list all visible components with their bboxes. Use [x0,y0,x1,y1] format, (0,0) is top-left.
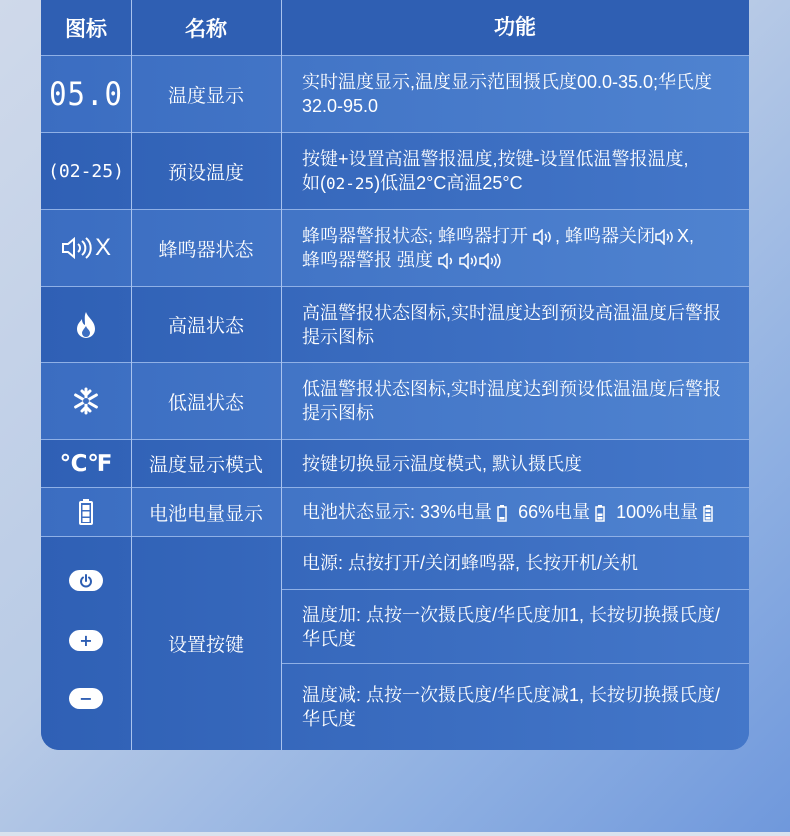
column-divider [131,0,132,750]
row-name: 温度显示 [167,85,244,107]
table-row [41,363,749,440]
row-name: 电池电量显示 [148,503,263,525]
plus-button-icon: + [69,630,103,651]
bottom-strip [0,832,790,836]
row-name: 预设温度 [167,162,244,184]
battery-icon [79,499,93,525]
volume-high-icon [479,253,503,269]
row-function: 蜂鸣器警报状态; 蜂鸣器打开 , 蜂鸣器关闭 X, 蜂鸣器警报 强度 [302,226,695,270]
minus-button-icon: − [69,688,103,709]
plus-function: 温度加: 点按一次摄氏度/华氏度加1, 长按切换摄氏度/华氏度 [302,605,721,649]
snowflake-icon [72,387,100,415]
power-function: 电源: 点按打开/关闭蜂鸣器, 长按开机/关机 [302,553,639,573]
row-function: 按键+设置高温警报温度,按键-设置低温警报温度, 如(02-25)低温2°C高温25°C [302,148,689,193]
speaker-on-icon [533,229,555,245]
volume-low-icon [438,253,454,269]
row-function: 低温警报状态图标,实时温度达到预设低温温度后警报提示图标 [302,379,721,423]
mute-x: X [94,234,111,261]
table-row [41,287,749,363]
unit-icon: ℃℉ [59,450,113,476]
volume-mid-icon [459,253,479,269]
row-function: 电池状态显示: 33%电量 66%电量 100%电量 [302,500,713,524]
preset-range-icon: (02-25) [48,160,124,182]
table-row [41,210,749,287]
temperature-display-icon: 05.0 [49,75,123,113]
battery-33-icon [497,505,507,522]
header-icon: 图标 [65,17,107,41]
row-name: 温度显示模式 [148,455,263,476]
feature-table-card [41,0,749,750]
column-divider [281,0,282,750]
table-row [41,133,749,210]
speaker-off-icon [655,229,677,245]
speaker-icon [61,237,93,259]
row-function: 实时温度显示,温度显示范围摄氏度00.0-35.0;华氏度32.0-95.0 [302,72,713,116]
row-name: 蜂鸣器状态 [158,239,254,261]
row-function: 按键切换显示温度模式, 默认摄氏度 [302,453,583,474]
flame-icon [74,311,98,339]
table-header [41,0,749,56]
header-name: 名称 [185,17,227,41]
row-function: 高温警报状态图标,实时温度达到预设高温温度后警报提示图标 [302,302,721,347]
table-row [41,56,749,133]
table-row [41,488,749,537]
minus-function: 温度减: 点按一次摄氏度/华氏度减1, 长按切换摄氏度/华氏度 [302,685,721,729]
row-name: 低温状态 [167,392,244,414]
row-name: 高温状态 [167,316,244,337]
power-button-icon [69,570,103,591]
battery-100-icon [703,505,713,522]
row-name: 设置按键 [167,635,244,656]
table-row [41,440,749,488]
battery-66-icon [595,505,605,522]
header-function: 功能 [494,15,536,39]
